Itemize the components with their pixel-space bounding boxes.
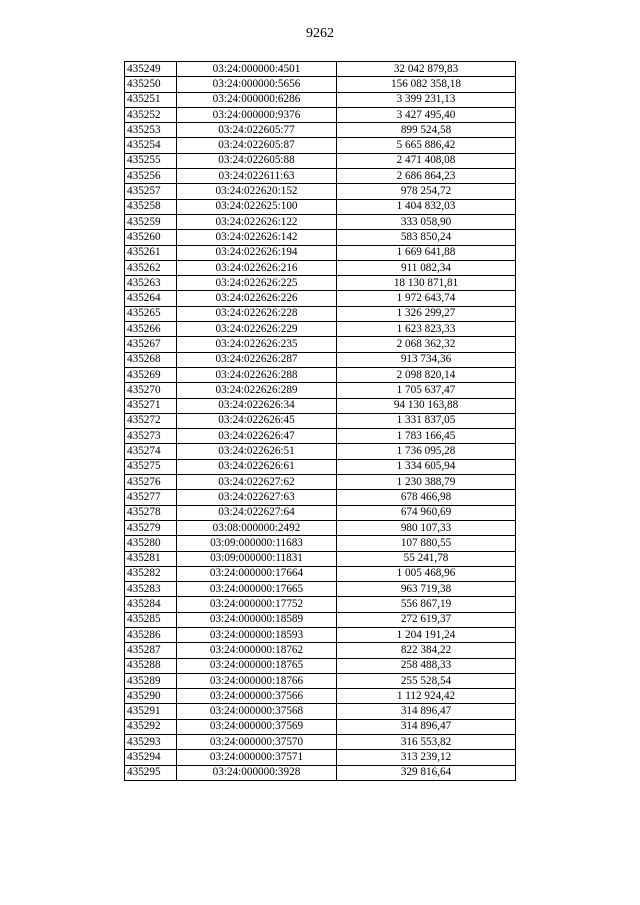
cadastral-value-cell: 1 783 166,45 [337,429,516,444]
table-row [125,77,516,92]
cadastral-value-cell: 1 669 641,88 [337,245,516,260]
row-number-cell: 435294 [125,750,177,765]
cadastral-number-cell: 03:24:022626:47 [177,429,337,444]
row-number-cell: 435258 [125,199,177,214]
cadastral-value-cell: 1 005 468,96 [337,566,516,581]
table-row [125,612,516,627]
row-number-cell: 435261 [125,245,177,260]
cadastral-value-cell: 1 204 191,24 [337,627,516,642]
row-number-cell: 435274 [125,444,177,459]
row-number-cell: 435280 [125,536,177,551]
table-row [125,429,516,444]
cadastral-value-cell: 3 399 231,13 [337,92,516,107]
table-row [125,260,516,275]
table-row [125,153,516,168]
cadastral-value-cell: 272 619,37 [337,612,516,627]
table-body [125,62,516,781]
cadastral-number-cell: 03:24:000000:17665 [177,582,337,597]
cadastral-value-cell: 583 850,24 [337,230,516,245]
row-number-cell: 435256 [125,169,177,184]
table-row [125,291,516,306]
cadastral-value-cell: 1 112 924,42 [337,689,516,704]
row-number-cell: 435278 [125,505,177,520]
cadastral-value-cell: 963 719,38 [337,582,516,597]
cadastral-number-cell: 03:24:022626:122 [177,214,337,229]
cadastral-value-cell: 1 326 299,27 [337,306,516,321]
table-row [125,765,516,780]
row-number-cell: 435273 [125,429,177,444]
cadastral-value-cell: 913 734,36 [337,352,516,367]
row-number-cell: 435265 [125,306,177,321]
table-row [125,367,516,382]
cadastral-value-cell: 1 230 388,79 [337,475,516,490]
cadastral-value-cell: 678 466,98 [337,490,516,505]
cadastral-number-cell: 03:24:022626:216 [177,260,337,275]
cadastral-value-cell: 911 082,34 [337,260,516,275]
cadastral-number-cell: 03:24:000000:37569 [177,719,337,734]
cadastral-number-cell: 03:24:022627:64 [177,505,337,520]
cadastral-number-cell: 03:24:022627:63 [177,490,337,505]
cadastral-value-cell: 2 068 362,32 [337,337,516,352]
cadastral-number-cell: 03:24:022620:152 [177,184,337,199]
cadastral-value-cell: 314 896,47 [337,719,516,734]
table-row [125,505,516,520]
table-row [125,322,516,337]
cadastral-value-cell: 1 623 823,33 [337,322,516,337]
table-row [125,520,516,535]
cadastral-number-cell: 03:24:000000:18765 [177,658,337,673]
cadastral-number-cell: 03:24:000000:3928 [177,765,337,780]
table-row [125,566,516,581]
cadastral-number-cell: 03:24:022626:51 [177,444,337,459]
cadastral-value-cell: 94 130 163,88 [337,398,516,413]
row-number-cell: 435283 [125,582,177,597]
cadastral-number-cell: 03:09:000000:11831 [177,551,337,566]
table-row [125,352,516,367]
table-row [125,184,516,199]
cadastral-value-cell: 156 082 358,18 [337,77,516,92]
cadastral-value-cell: 255 528,54 [337,673,516,688]
cadastral-value-cell: 314 896,47 [337,704,516,719]
cadastral-value-cell: 980 107,33 [337,520,516,535]
row-number-cell: 435255 [125,153,177,168]
row-number-cell: 435295 [125,765,177,780]
table-row [125,199,516,214]
cadastral-value-cell: 2 098 820,14 [337,367,516,382]
row-number-cell: 435253 [125,123,177,138]
row-number-cell: 435276 [125,475,177,490]
cadastral-number-cell: 03:24:000000:5656 [177,77,337,92]
cadastral-number-cell: 03:24:000000:6286 [177,92,337,107]
row-number-cell: 435287 [125,643,177,658]
cadastral-number-cell: 03:24:022626:142 [177,230,337,245]
table-row [125,62,516,77]
cadastral-number-cell: 03:24:022626:194 [177,245,337,260]
table-row [125,306,516,321]
table-row [125,475,516,490]
row-number-cell: 435254 [125,138,177,153]
row-number-cell: 435257 [125,184,177,199]
cadastral-number-cell: 03:24:000000:17664 [177,566,337,581]
cadastral-value-table [124,61,516,781]
cadastral-value-cell: 32 042 879,83 [337,62,516,77]
cadastral-value-cell: 674 960,69 [337,505,516,520]
cadastral-value-cell: 1 334 605,94 [337,459,516,474]
row-number-cell: 435277 [125,490,177,505]
row-number-cell: 435284 [125,597,177,612]
cadastral-number-cell: 03:24:022626:288 [177,367,337,382]
table-row [125,169,516,184]
row-number-cell: 435251 [125,92,177,107]
cadastral-value-cell: 899 524,58 [337,123,516,138]
table-row [125,276,516,291]
row-number-cell: 435286 [125,627,177,642]
row-number-cell: 435269 [125,367,177,382]
cadastral-number-cell: 03:24:022626:34 [177,398,337,413]
row-number-cell: 435260 [125,230,177,245]
page-number: 9262 [306,26,334,41]
cadastral-value-cell: 2 471 408,08 [337,153,516,168]
table-row [125,582,516,597]
cadastral-number-cell: 03:24:022611:63 [177,169,337,184]
table-row [125,107,516,122]
table-row [125,704,516,719]
cadastral-value-cell: 18 130 871,81 [337,276,516,291]
row-number-cell: 435282 [125,566,177,581]
cadastral-number-cell: 03:24:022627:62 [177,475,337,490]
cadastral-value-cell: 333 058,90 [337,214,516,229]
table-row [125,413,516,428]
row-number-cell: 435289 [125,673,177,688]
cadastral-number-cell: 03:24:000000:18589 [177,612,337,627]
cadastral-value-cell: 107 880,55 [337,536,516,551]
row-number-cell: 435264 [125,291,177,306]
cadastral-number-cell: 03:24:022626:289 [177,383,337,398]
cadastral-number-cell: 03:24:022626:287 [177,352,337,367]
cadastral-value-cell: 313 239,12 [337,750,516,765]
table-row [125,490,516,505]
cadastral-value-cell: 822 384,22 [337,643,516,658]
cadastral-value-cell: 1 331 837,05 [337,413,516,428]
table-row [125,658,516,673]
cadastral-value-cell: 978 254,72 [337,184,516,199]
table-row [125,245,516,260]
cadastral-value-cell: 2 686 864,23 [337,169,516,184]
cadastral-value-cell: 1 736 095,28 [337,444,516,459]
table-row [125,689,516,704]
row-number-cell: 435281 [125,551,177,566]
cadastral-number-cell: 03:24:022605:88 [177,153,337,168]
cadastral-value-cell: 5 665 886,42 [337,138,516,153]
table-row [125,627,516,642]
cadastral-value-cell: 55 241,78 [337,551,516,566]
cadastral-number-cell: 03:24:000000:37568 [177,704,337,719]
row-number-cell: 435266 [125,322,177,337]
row-number-cell: 435293 [125,735,177,750]
cadastral-number-cell: 03:24:022626:235 [177,337,337,352]
cadastral-number-cell: 03:24:022626:228 [177,306,337,321]
row-number-cell: 435259 [125,214,177,229]
table-row [125,719,516,734]
cadastral-number-cell: 03:24:022626:45 [177,413,337,428]
cadastral-value-cell: 3 427 495,40 [337,107,516,122]
table-row [125,735,516,750]
cadastral-value-cell: 329 816,64 [337,765,516,780]
cadastral-number-cell: 03:08:000000:2492 [177,520,337,535]
row-number-cell: 435272 [125,413,177,428]
row-number-cell: 435262 [125,260,177,275]
cadastral-number-cell: 03:24:022626:226 [177,291,337,306]
cadastral-number-cell: 03:24:000000:18766 [177,673,337,688]
row-number-cell: 435270 [125,383,177,398]
row-number-cell: 435252 [125,107,177,122]
cadastral-number-cell: 03:24:022626:229 [177,322,337,337]
cadastral-number-cell: 03:24:022626:61 [177,459,337,474]
cadastral-number-cell: 03:24:022625:100 [177,199,337,214]
table-row [125,214,516,229]
row-number-cell: 435268 [125,352,177,367]
table-row [125,459,516,474]
cadastral-number-cell: 03:24:000000:37571 [177,750,337,765]
cadastral-number-cell: 03:24:000000:37570 [177,735,337,750]
cadastral-number-cell: 03:09:000000:11683 [177,536,337,551]
cadastral-value-cell: 1 972 643,74 [337,291,516,306]
row-number-cell: 435267 [125,337,177,352]
table-row [125,551,516,566]
cadastral-number-cell: 03:24:000000:18593 [177,627,337,642]
table-row [125,536,516,551]
table-row [125,750,516,765]
table-row [125,444,516,459]
cadastral-value-cell: 258 488,33 [337,658,516,673]
row-number-cell: 435250 [125,77,177,92]
cadastral-value-cell: 316 553,82 [337,735,516,750]
row-number-cell: 435291 [125,704,177,719]
table-row [125,138,516,153]
cadastral-number-cell: 03:24:000000:18762 [177,643,337,658]
table-row [125,643,516,658]
row-number-cell: 435249 [125,62,177,77]
row-number-cell: 435279 [125,520,177,535]
row-number-cell: 435275 [125,459,177,474]
table-row [125,92,516,107]
cadastral-number-cell: 03:24:000000:17752 [177,597,337,612]
row-number-cell: 435285 [125,612,177,627]
row-number-cell: 435290 [125,689,177,704]
cadastral-number-cell: 03:24:000000:9376 [177,107,337,122]
cadastral-value-cell: 1 705 637,47 [337,383,516,398]
table-row [125,597,516,612]
table-row [125,383,516,398]
table-row [125,123,516,138]
row-number-cell: 435288 [125,658,177,673]
row-number-cell: 435263 [125,276,177,291]
table-row [125,673,516,688]
cadastral-value-cell: 556 867,19 [337,597,516,612]
table-row [125,398,516,413]
cadastral-value-cell: 1 404 832,03 [337,199,516,214]
table-row [125,230,516,245]
table-row [125,337,516,352]
row-number-cell: 435271 [125,398,177,413]
cadastral-number-cell: 03:24:022605:87 [177,138,337,153]
cadastral-number-cell: 03:24:022605:77 [177,123,337,138]
cadastral-number-cell: 03:24:000000:4501 [177,62,337,77]
cadastral-number-cell: 03:24:022626:225 [177,276,337,291]
cadastral-number-cell: 03:24:000000:37566 [177,689,337,704]
row-number-cell: 435292 [125,719,177,734]
